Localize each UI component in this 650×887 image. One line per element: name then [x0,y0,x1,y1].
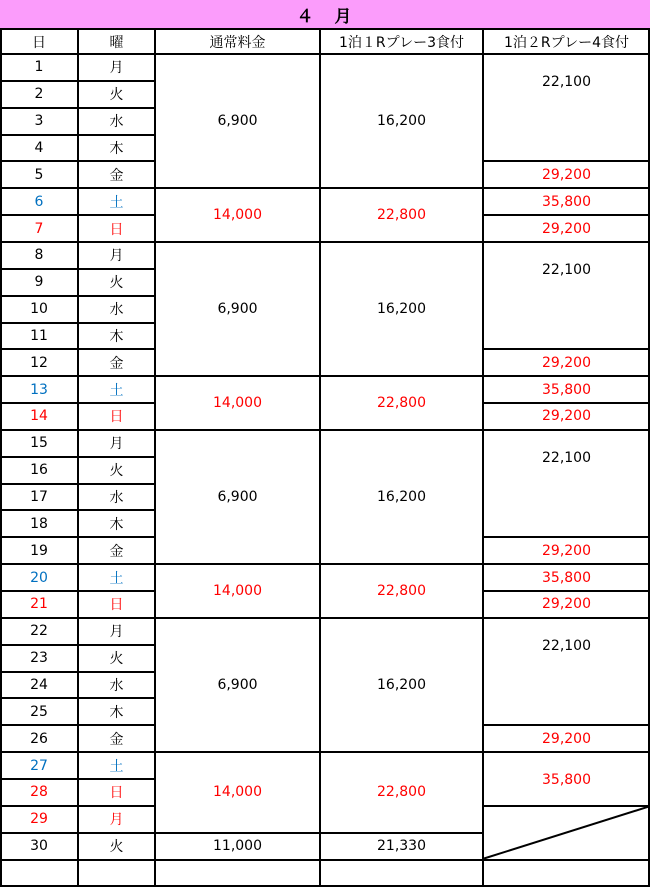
weekday-label: 木 [109,516,124,533]
plan3-price: 22,800 [377,207,426,224]
slash-line [484,807,648,859]
weekday-label: 土 [109,194,124,211]
weekday-label: 火 [109,463,124,480]
month-title [0,0,650,30]
day-number: 30 [30,838,48,855]
plan4-price: 35,800 [542,772,591,789]
header-plan-3-meals: 1泊１Rプレー3食付 [339,34,464,51]
day-number: 4 [34,139,44,156]
plan4-block-border [483,859,650,861]
weekday-label: 月 [109,248,124,265]
weekday-label: 日 [109,221,124,238]
plan4-price: 29,200 [542,408,591,425]
plan3-price: 16,200 [377,301,426,318]
weekday-label: 水 [109,490,124,507]
weekday-label: 水 [109,114,124,131]
weekday-label: 火 [109,839,124,856]
regular-price: 6,900 [217,676,258,693]
day-number: 28 [30,784,48,801]
day-number: 17 [30,489,48,506]
day-number: 7 [34,220,44,237]
day-number: 8 [34,247,44,264]
day-number: 19 [30,542,48,559]
weekday-label: 日 [109,597,124,614]
plan4-price: 29,200 [542,596,591,613]
weekday-label: 土 [109,382,124,399]
weekday-label [78,860,155,887]
day-number: 15 [30,435,48,452]
day-number: 24 [30,676,48,693]
plan4-price: 35,800 [542,569,591,586]
regular-price: 14,000 [213,582,262,599]
day-number: 11 [30,327,48,344]
regular-price: 6,900 [217,113,258,130]
day-number: 6 [34,193,44,210]
day-number: 18 [30,515,48,532]
plan4-price: 29,200 [542,220,591,237]
plan4-block-border [483,241,650,243]
plan3-price: 22,800 [377,395,426,412]
plan4-price: 29,200 [542,730,591,747]
plan3-block-border [320,859,483,861]
plan4-block-border [483,751,650,753]
plan3-price: 22,800 [377,582,426,599]
weekday-label: 土 [109,758,124,775]
day-number: 1 [34,59,44,76]
plan4-price: 29,200 [542,542,591,559]
day-number: 12 [30,354,48,371]
regular-block-border [155,859,320,861]
weekday-label: 火 [109,651,124,668]
day-number: 25 [30,703,48,720]
day-number: 16 [30,462,48,479]
plan4-price: 22,100 [542,449,591,466]
weekday-label: 水 [109,677,124,694]
plan3-price: 16,200 [377,489,426,506]
weekday-label: 土 [109,570,124,587]
plan4-price: 22,100 [542,261,591,278]
plan4-price: 22,100 [542,74,591,90]
day-number: 22 [30,623,48,640]
header-regular-price: 通常料金 [209,34,266,51]
day-number: 21 [30,596,48,613]
plan4-price: 22,100 [542,637,591,654]
plan4-block-border [483,617,650,619]
month-title-text: ４ 月 [296,7,354,27]
weekday-label: 木 [109,704,124,721]
weekday-label: 火 [109,87,124,104]
weekday-label: 金 [109,167,124,184]
weekday-label: 月 [109,436,124,453]
regular-price: 6,900 [217,301,258,318]
plan4-price: 35,800 [542,381,591,398]
plan4-price: 35,800 [542,193,591,210]
day-number: 29 [30,811,48,828]
day-number: 2 [34,86,44,103]
plan4-price: 29,200 [542,166,591,183]
day-number: 9 [34,274,44,291]
regular-price: 14,000 [213,207,262,224]
day-number: 20 [30,569,48,586]
weekday-label: 金 [109,355,124,372]
regular-price: 11,000 [213,838,262,855]
plan4-price: 29,200 [542,354,591,371]
day-number: 3 [34,113,44,130]
day-number: 5 [34,166,44,183]
plan4-block-border [483,805,650,807]
day-number: 13 [30,381,48,398]
plan3-price: 21,330 [377,838,426,855]
weekday-label: 金 [109,731,124,748]
plan3-price: 16,200 [377,113,426,130]
weekday-label: 月 [109,812,124,829]
header-top-border [0,28,650,30]
day-number [0,860,78,887]
plan3-price: 22,800 [377,784,426,801]
plan4-block-border [483,429,650,431]
day-number: 27 [30,757,48,774]
weekday-label: 日 [109,409,124,426]
weekday-label: 月 [109,624,124,641]
header-plan-4-meals: 1泊２Rプレー4食付 [504,34,629,51]
weekday-label: 金 [109,543,124,560]
weekday-label: 水 [109,302,124,319]
header-day: 日 [32,34,46,51]
weekday-label: 火 [109,275,124,292]
day-number: 10 [30,301,48,318]
day-number: 23 [30,650,48,667]
day-number: 26 [30,730,48,747]
day-number: 14 [30,408,48,425]
weekday-label: 木 [109,328,124,345]
regular-price: 6,900 [217,489,258,506]
regular-price: 14,000 [213,784,262,801]
regular-price: 14,000 [213,395,262,412]
weekday-label: 木 [109,140,124,157]
plan3-price: 16,200 [377,676,426,693]
header-weekday: 曜 [109,34,124,51]
weekday-label: 月 [109,60,124,77]
weekday-label: 日 [109,785,124,802]
